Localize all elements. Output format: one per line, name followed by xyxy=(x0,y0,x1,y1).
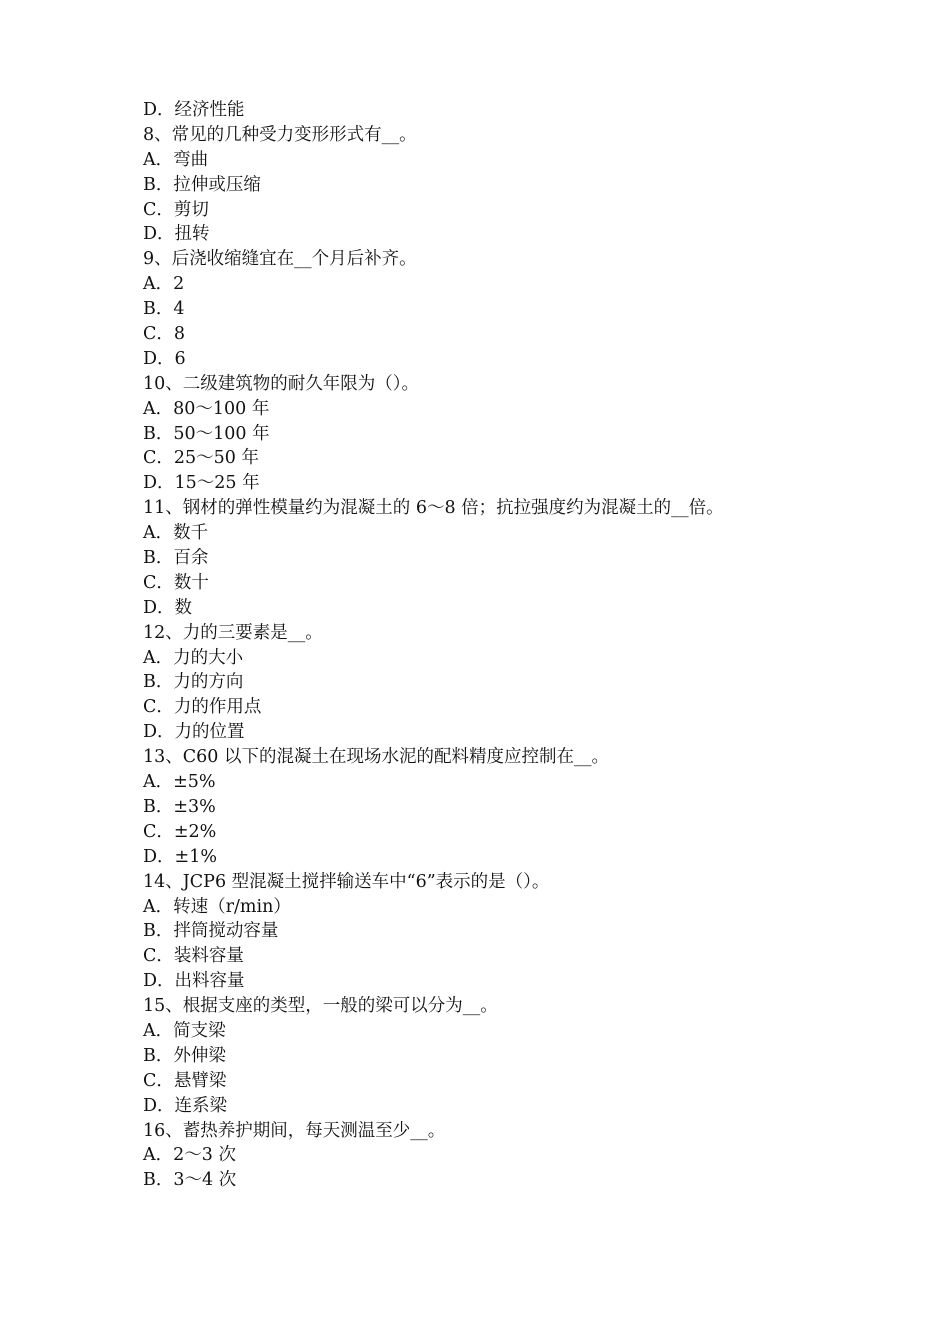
option-a-line: A．弯曲 xyxy=(143,149,209,170)
option-d-line: D．出料容量 xyxy=(143,971,245,992)
option-c-line: C．力的作用点 xyxy=(143,697,262,718)
option-a-line: A．力的大小 xyxy=(143,647,244,668)
option-b-line: B．力的方向 xyxy=(143,672,244,693)
option-c-line: C．±2% xyxy=(143,821,217,842)
question-12-line: 12、力的三要素是__。 xyxy=(143,622,323,643)
option-a-line: A．2 xyxy=(143,274,185,295)
question-11-line: 11、钢材的弹性模量约为混凝土的 6～8 倍；抗拉强度约为混凝土的__倍。 xyxy=(143,498,724,519)
option-c-line: C．25～50 年 xyxy=(143,448,259,469)
option-d-line: D．经济性能 xyxy=(143,100,245,120)
option-a-line: A．转速（r/min） xyxy=(143,896,291,917)
option-a-line: A．2～3 次 xyxy=(143,1145,236,1166)
option-c-line: C．8 xyxy=(143,324,186,345)
option-d-line: D．数 xyxy=(143,597,193,618)
option-b-line: B．拌筒搅动容量 xyxy=(143,921,279,942)
option-d-line: D．15～25 年 xyxy=(143,473,260,494)
option-a-line: A．数千 xyxy=(143,523,209,544)
option-b-line: B．±3% xyxy=(143,796,216,817)
option-a-line: A．80～100 年 xyxy=(143,398,270,419)
option-b-line: B．4 xyxy=(143,299,185,320)
question-13-line: 13、C60 以下的混凝土在现场水泥的配料精度应控制在__。 xyxy=(143,747,609,768)
option-d-line: D．扭转 xyxy=(143,224,210,245)
question-16-line: 16、蓄热养护期间，每天测温至少__。 xyxy=(143,1120,446,1141)
question-15-line: 15、根据支座的类型，一般的梁可以分为__。 xyxy=(143,996,498,1017)
option-d-line: D．±1% xyxy=(143,846,217,867)
option-a-line: A．简支梁 xyxy=(143,1020,226,1041)
option-c-line: C．数十 xyxy=(143,572,209,593)
question-8-line: 8、常见的几种受力变形形式有__。 xyxy=(143,124,417,145)
question-list xyxy=(143,98,823,1193)
option-b-line: B．50～100 年 xyxy=(143,423,270,444)
option-c-line: C．悬臂梁 xyxy=(143,1070,227,1091)
option-d-line: D．6 xyxy=(143,348,186,369)
option-d-line: D．连系梁 xyxy=(143,1095,228,1116)
option-b-line: B．百余 xyxy=(143,548,209,569)
option-c-line: C．剪切 xyxy=(143,199,209,220)
question-14-line: 14、JCP6 型混凝土搅拌输送车中“6”表示的是（）。 xyxy=(143,871,550,892)
option-d-line: D．力的位置 xyxy=(143,722,245,743)
option-c-line: C．装料容量 xyxy=(143,946,244,967)
option-b-line: B．拉伸或压缩 xyxy=(143,174,261,195)
question-10-line: 10、二级建筑物的耐久年限为（）。 xyxy=(143,373,420,394)
question-9-line: 9、后浇收缩缝宜在__个月后补齐。 xyxy=(143,249,417,270)
option-a-line: A．±5% xyxy=(143,772,216,793)
option-b-line: B．3～4 次 xyxy=(143,1170,237,1191)
option-b-line: B．外伸梁 xyxy=(143,1045,226,1066)
